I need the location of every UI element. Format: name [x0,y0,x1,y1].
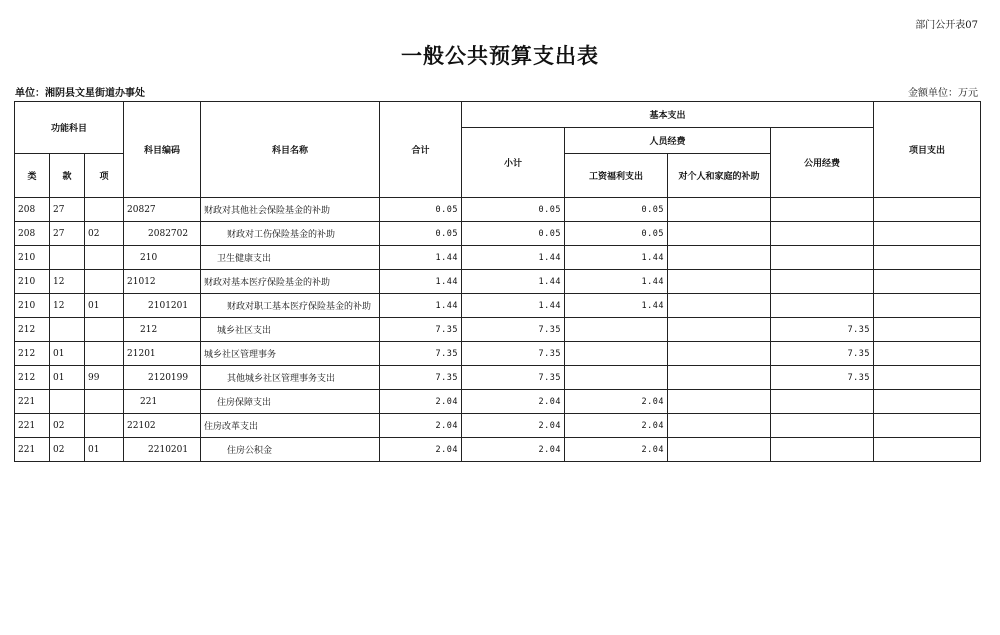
cell-project [874,270,981,294]
header-public: 公用经费 [771,128,874,198]
cell-xiang: 99 [85,366,124,390]
cell-project [874,222,981,246]
cell-subsidy [668,390,771,414]
cell-subtotal: 2.04 [462,414,565,438]
cell-subtotal: 7.35 [462,366,565,390]
cell-code: 21012 [124,270,201,294]
header-subsidy: 对个人和家庭的补助 [668,154,771,198]
cell-code: 20827 [124,198,201,222]
cell-salary: 0.05 [565,222,668,246]
cell-kuan: 27 [50,198,85,222]
cell-project [874,414,981,438]
cell-public: 7.35 [771,318,874,342]
cell-xiang [85,246,124,270]
cell-subtotal: 0.05 [462,222,565,246]
cell-cls: 212 [15,366,50,390]
budget-table [14,101,981,462]
form-number: 部门公开表07 [915,20,978,31]
cell-subtotal: 7.35 [462,342,565,366]
header-salary: 工资福利支出 [565,154,668,198]
cell-xiang [85,318,124,342]
cell-total: 0.05 [380,222,462,246]
cell-total: 1.44 [380,270,462,294]
cell-project [874,198,981,222]
table-row [15,318,981,342]
cell-total: 7.35 [380,342,462,366]
cell-subsidy [668,318,771,342]
cell-project [874,342,981,366]
cell-name: 住房改革支出 [201,414,380,438]
cell-salary: 2.04 [565,390,668,414]
header-name: 科目名称 [201,102,380,198]
cell-cls: 212 [15,342,50,366]
cell-name: 财政对其他社会保险基金的补助 [201,198,380,222]
cell-xiang [85,342,124,366]
cell-kuan [50,318,85,342]
cell-salary: 2.04 [565,438,668,462]
cell-project [874,318,981,342]
cell-code: 210 [124,246,201,270]
cell-kuan: 01 [50,366,85,390]
header-subtotal: 小计 [462,128,565,198]
cell-public [771,294,874,318]
cell-subsidy [668,294,771,318]
cell-total: 7.35 [380,318,462,342]
cell-public [771,246,874,270]
header-cls: 类 [15,154,50,198]
cell-project [874,390,981,414]
table-row [15,414,981,438]
cell-cls: 210 [15,246,50,270]
cell-total: 2.04 [380,414,462,438]
cell-cls: 210 [15,270,50,294]
header-kuan: 款 [50,154,85,198]
cell-salary: 1.44 [565,294,668,318]
header-basic: 基本支出 [462,102,874,128]
header-func-subject: 功能科目 [15,102,124,154]
cell-subtotal: 1.44 [462,270,565,294]
header-total: 合计 [380,102,462,198]
cell-public [771,414,874,438]
cell-salary: 2.04 [565,414,668,438]
cell-code: 22102 [124,414,201,438]
cell-code: 2210201 [124,438,201,462]
cell-subsidy [668,270,771,294]
cell-xiang [85,390,124,414]
table-row [15,222,981,246]
cell-xiang: 01 [85,294,124,318]
cell-total: 0.05 [380,198,462,222]
cell-kuan: 27 [50,222,85,246]
cell-name: 城乡社区管理事务 [201,342,380,366]
cell-code: 212 [124,318,201,342]
cell-name: 卫生健康支出 [201,246,380,270]
cell-salary: 1.44 [565,246,668,270]
cell-public [771,222,874,246]
cell-cls: 221 [15,414,50,438]
cell-subtotal: 0.05 [462,198,565,222]
table-row [15,246,981,270]
table-row [15,270,981,294]
cell-project [874,366,981,390]
cell-cls: 210 [15,294,50,318]
cell-public [771,390,874,414]
table-header [15,102,981,198]
cell-cls: 208 [15,198,50,222]
cell-subsidy [668,414,771,438]
cell-name: 城乡社区支出 [201,318,380,342]
cell-kuan: 02 [50,438,85,462]
header-project: 项目支出 [874,102,981,198]
cell-total: 1.44 [380,246,462,270]
cell-cls: 212 [15,318,50,342]
cell-subsidy [668,222,771,246]
cell-project [874,438,981,462]
cell-cls: 221 [15,438,50,462]
cell-project [874,294,981,318]
cell-kuan: 02 [50,414,85,438]
cell-name: 财政对工伤保险基金的补助 [201,222,380,246]
cell-code: 21201 [124,342,201,366]
cell-kuan [50,246,85,270]
cell-cls: 208 [15,222,50,246]
table-row [15,294,981,318]
header-personnel: 人员经费 [565,128,771,154]
cell-subtotal: 7.35 [462,318,565,342]
cell-total: 1.44 [380,294,462,318]
cell-code: 2120199 [124,366,201,390]
cell-total: 7.35 [380,366,462,390]
cell-public: 7.35 [771,366,874,390]
cell-salary [565,342,668,366]
cell-cls: 221 [15,390,50,414]
table-row [15,198,981,222]
cell-total: 2.04 [380,390,462,414]
cell-name: 财政对基本医疗保险基金的补助 [201,270,380,294]
cell-xiang: 01 [85,438,124,462]
cell-salary: 1.44 [565,270,668,294]
cell-name: 其他城乡社区管理事务支出 [201,366,380,390]
header-xiang: 项 [85,154,124,198]
cell-subsidy [668,342,771,366]
cell-subsidy [668,366,771,390]
cell-name: 住房保障支出 [201,390,380,414]
cell-subsidy [668,198,771,222]
unit-label: 单位：湘阴县文星街道办事处 [15,88,145,99]
cell-kuan: 12 [50,294,85,318]
table-row [15,438,981,462]
header-code: 科目编码 [124,102,201,198]
cell-salary: 0.05 [565,198,668,222]
cell-xiang [85,270,124,294]
table-row [15,366,981,390]
cell-subsidy [668,438,771,462]
cell-kuan: 01 [50,342,85,366]
cell-kuan [50,390,85,414]
cell-public: 7.35 [771,342,874,366]
amount-unit-label: 金额单位：万元 [908,88,978,99]
cell-code: 2082702 [124,222,201,246]
cell-subsidy [668,246,771,270]
table-body [15,198,981,462]
cell-kuan: 12 [50,270,85,294]
cell-total: 2.04 [380,438,462,462]
page-title: 一般公共预算支出表 [401,43,599,68]
cell-subtotal: 2.04 [462,390,565,414]
cell-name: 住房公积金 [201,438,380,462]
cell-public [771,438,874,462]
cell-xiang [85,198,124,222]
cell-public [771,198,874,222]
cell-subtotal: 1.44 [462,246,565,270]
cell-name: 财政对职工基本医疗保险基金的补助 [201,294,380,318]
table-row [15,390,981,414]
cell-xiang: 02 [85,222,124,246]
table-row [15,342,981,366]
cell-code: 221 [124,390,201,414]
cell-subtotal: 2.04 [462,438,565,462]
cell-code: 2101201 [124,294,201,318]
cell-project [874,246,981,270]
cell-public [771,270,874,294]
cell-xiang [85,414,124,438]
cell-salary [565,318,668,342]
cell-salary [565,366,668,390]
cell-subtotal: 1.44 [462,294,565,318]
